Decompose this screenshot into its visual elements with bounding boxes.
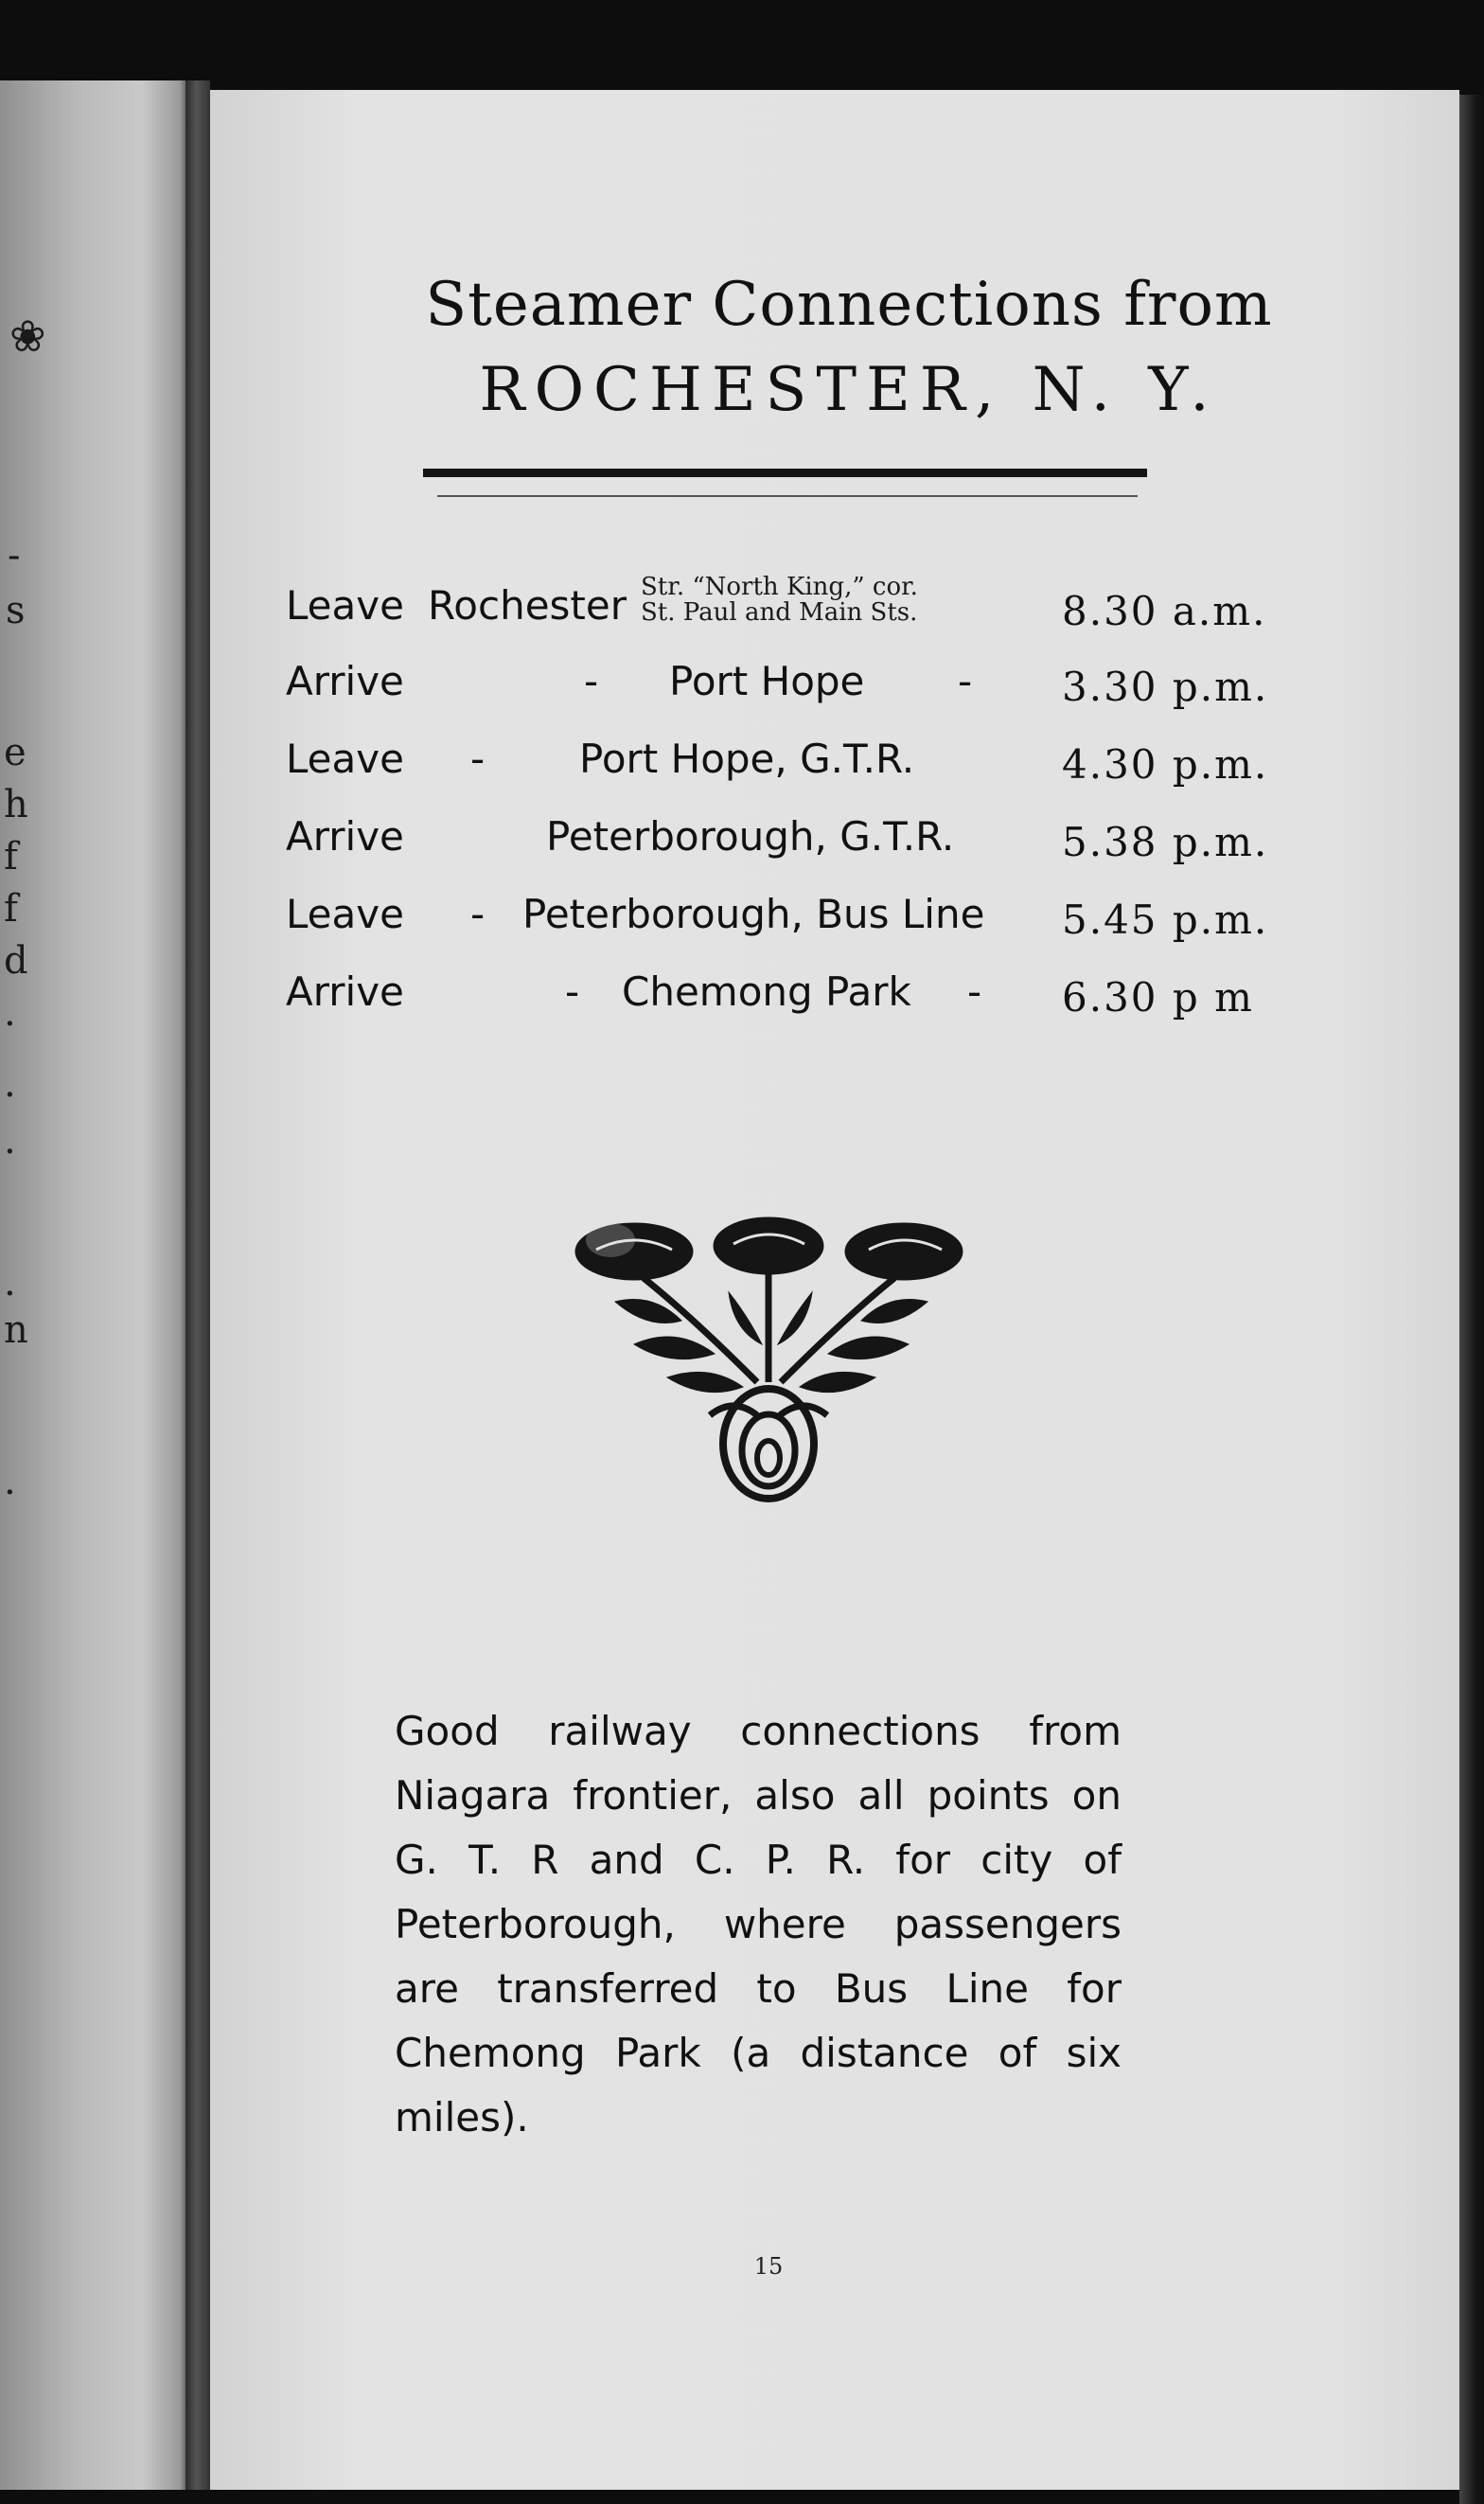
- left-page-fragment: -: [8, 534, 21, 577]
- left-page-fragment: f: [4, 887, 18, 931]
- schedule-action: Arrive: [286, 658, 404, 704]
- schedule-place: Port Hope, G.T.R.: [579, 736, 915, 782]
- right-page: [210, 90, 1459, 2490]
- page-number: 15: [753, 2253, 784, 2280]
- schedule-row: [210, 891, 1459, 948]
- schedule-time: 5.45 p.m.: [1062, 897, 1269, 943]
- left-page-fragment: f: [4, 835, 18, 879]
- schedule-time: 4.30 p.m.: [1062, 741, 1269, 788]
- left-page-fragment: e: [4, 731, 26, 774]
- schedule-time: 8.30 a.m.: [1062, 588, 1267, 634]
- schedule-dash: -: [565, 968, 580, 1015]
- schedule-action: Leave: [286, 891, 404, 937]
- left-page-fragment: n: [4, 1308, 28, 1352]
- steamer-note-line-2: St. Paul and Main Sts.: [641, 598, 918, 627]
- schedule-dash: -: [958, 658, 973, 704]
- left-page-fragment: .: [4, 1460, 16, 1503]
- schedule-action: Arrive: [286, 813, 404, 860]
- title-rule-thin: [437, 495, 1138, 497]
- schedule-action: Leave: [286, 736, 404, 782]
- schedule-place: Peterborough, Bus Line: [522, 891, 985, 937]
- schedule-action: Arrive: [286, 968, 404, 1015]
- steamer-address-note: [641, 575, 918, 626]
- left-page-fragment: .: [4, 991, 16, 1035]
- left-page-fragment: .: [4, 1119, 16, 1163]
- left-facing-page: [0, 80, 189, 2490]
- schedule-time: 5.38 p.m.: [1062, 819, 1269, 865]
- schedule-place: Port Hope: [669, 658, 865, 704]
- railway-connections-paragraph: Good railway connections from Niagara frontier, also all points on G. T. R and C. P. R. for city of Peterborough, where passengers are transferred to Bus Line for Chemong Park (a distance of six miles).: [395, 1708, 1122, 2140]
- steamer-note-line-1: Str. “North King,” cor.: [641, 573, 918, 601]
- schedule-row: [210, 573, 1459, 639]
- schedule-time: 3.30 p.m.: [1062, 664, 1269, 710]
- schedule-row: [210, 658, 1459, 715]
- schedule-dash: -: [470, 891, 486, 937]
- page-title-line-2: ROCHESTER, N. Y.: [479, 355, 1219, 425]
- schedule-row: [210, 736, 1459, 792]
- schedule-place: Peterborough, G.T.R.: [546, 813, 955, 860]
- floral-ornament-icon: [568, 1202, 975, 1524]
- schedule-dash: -: [967, 968, 982, 1015]
- book-spine: [186, 80, 210, 2490]
- left-page-fragment: .: [4, 1261, 16, 1305]
- schedule-place: Chemong Park: [622, 968, 911, 1015]
- page-title-line-1: Steamer Connections from: [425, 270, 1273, 340]
- page-right-edge: [1459, 95, 1484, 2504]
- left-page-fragment: h: [4, 783, 28, 826]
- schedule-row: [210, 813, 1459, 870]
- left-page-fragment: .: [4, 1062, 16, 1106]
- schedule-dash: -: [584, 658, 599, 704]
- left-page-ornament-fragment-icon: ❀: [9, 311, 46, 362]
- schedule-action: Leave: [286, 582, 404, 629]
- title-rule-thick: [423, 469, 1147, 477]
- schedule-row: [210, 968, 1459, 1025]
- schedule-dash: -: [470, 736, 486, 782]
- schedule-location: Rochester: [428, 582, 627, 629]
- left-page-fragment: d: [4, 939, 28, 983]
- schedule-time: 6.30 p m: [1062, 974, 1254, 1021]
- left-page-fragment: s: [6, 589, 26, 632]
